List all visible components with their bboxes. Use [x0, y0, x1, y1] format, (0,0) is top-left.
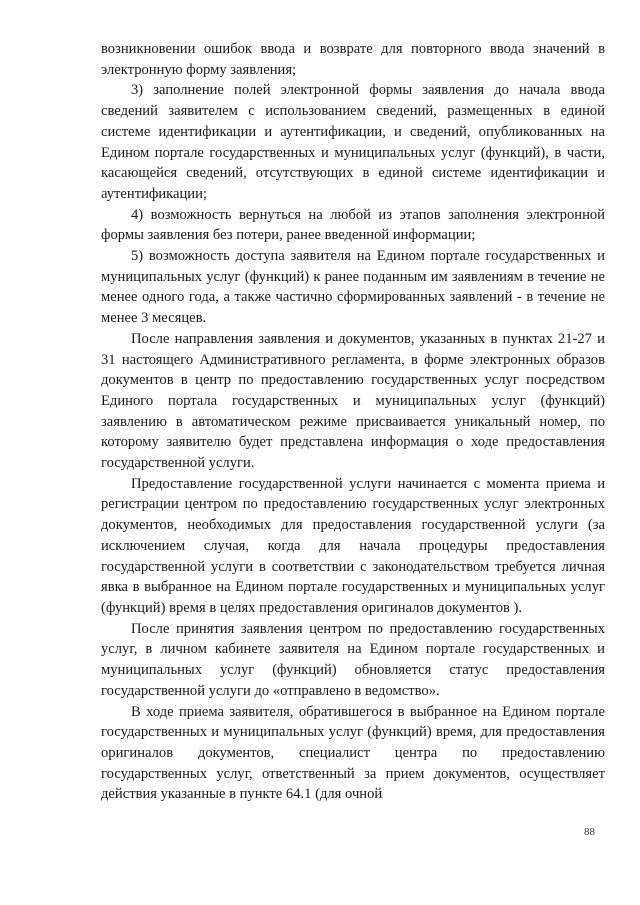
page-number: 88 — [584, 826, 595, 838]
paragraph-continuation: возникновении ошибок ввода и возврате для повторного ввода значений в электронную форму заявления; — [101, 41, 605, 78]
paragraph-item-3: 3) заполнение полей электронной формы заявления до начала ввода сведений заявителем с использованием сведений, размещенных в единой системе идентификации и аутентификации, и сведений, опубликованных на Едином портале государственных и муниципальных услуг (функций), в части, касающейся сведений, отсутствующих в единой системе идентификации и аутентификации; — [101, 82, 605, 202]
paragraph-item-4: 4) возможность вернуться на любой из этапов заполнения электронной формы заявления без потери, ранее введенной информации; — [101, 206, 605, 244]
paragraph-reception: В ходе приема заявителя, обратившегося в выбранное на Едином портале государственных и муниципальных услуг (функций) время, для предоставления оригиналов документов, специалист центра по предоставлению государственных услуг, ответственный за прием документов, осуществляет действия указанные в пункте 64.1 (для очной — [101, 703, 605, 803]
paragraph-after-submission: После направления заявления и документов, указанных в пунктах 21-27 и 31 настоящего Административного регламента, в форме электронных образов документов в центр по предоставлению государственных услуг посредством Единого портала государственных и муниципальных услуг (функций) заявлению в автоматическом режиме присваивается уникальный номер, по которому заявителю будет представлена информация о ходе предоставления государственной услуги. — [101, 330, 605, 472]
paragraph-service-start: Предоставление государственной услуги начинается с момента приема и регистрации центром по предоставлению государственных услуг электронных документов, необходимых для предоставления государственной услуги (за исключением случая, когда для начала процедуры предоставления государственной услуги в соответствии с законодательством требуется личная явка в выбранное на Едином портале государственных и муниципальных услуг (функций) время в целях предоставления оригиналов документов ). — [101, 475, 605, 616]
paragraph-item-5: 5) возможность доступа заявителя на Едином портале государственных и муниципальных услуг (функций) к ранее поданным им заявлениям в течение не менее одного года, а также частично сформированных заявлений - в течение не менее 3 месяцев. — [101, 248, 605, 327]
body-text — [101, 39, 605, 805]
paragraph-status-update: После принятия заявления центром по предоставлению государственных услуг, в личном кабинете заявителя на Едином портале государственных и муниципальных услуг (функций) обновляется статус предоставления государственной услуги до «отправлено в ведомство». — [101, 620, 605, 699]
